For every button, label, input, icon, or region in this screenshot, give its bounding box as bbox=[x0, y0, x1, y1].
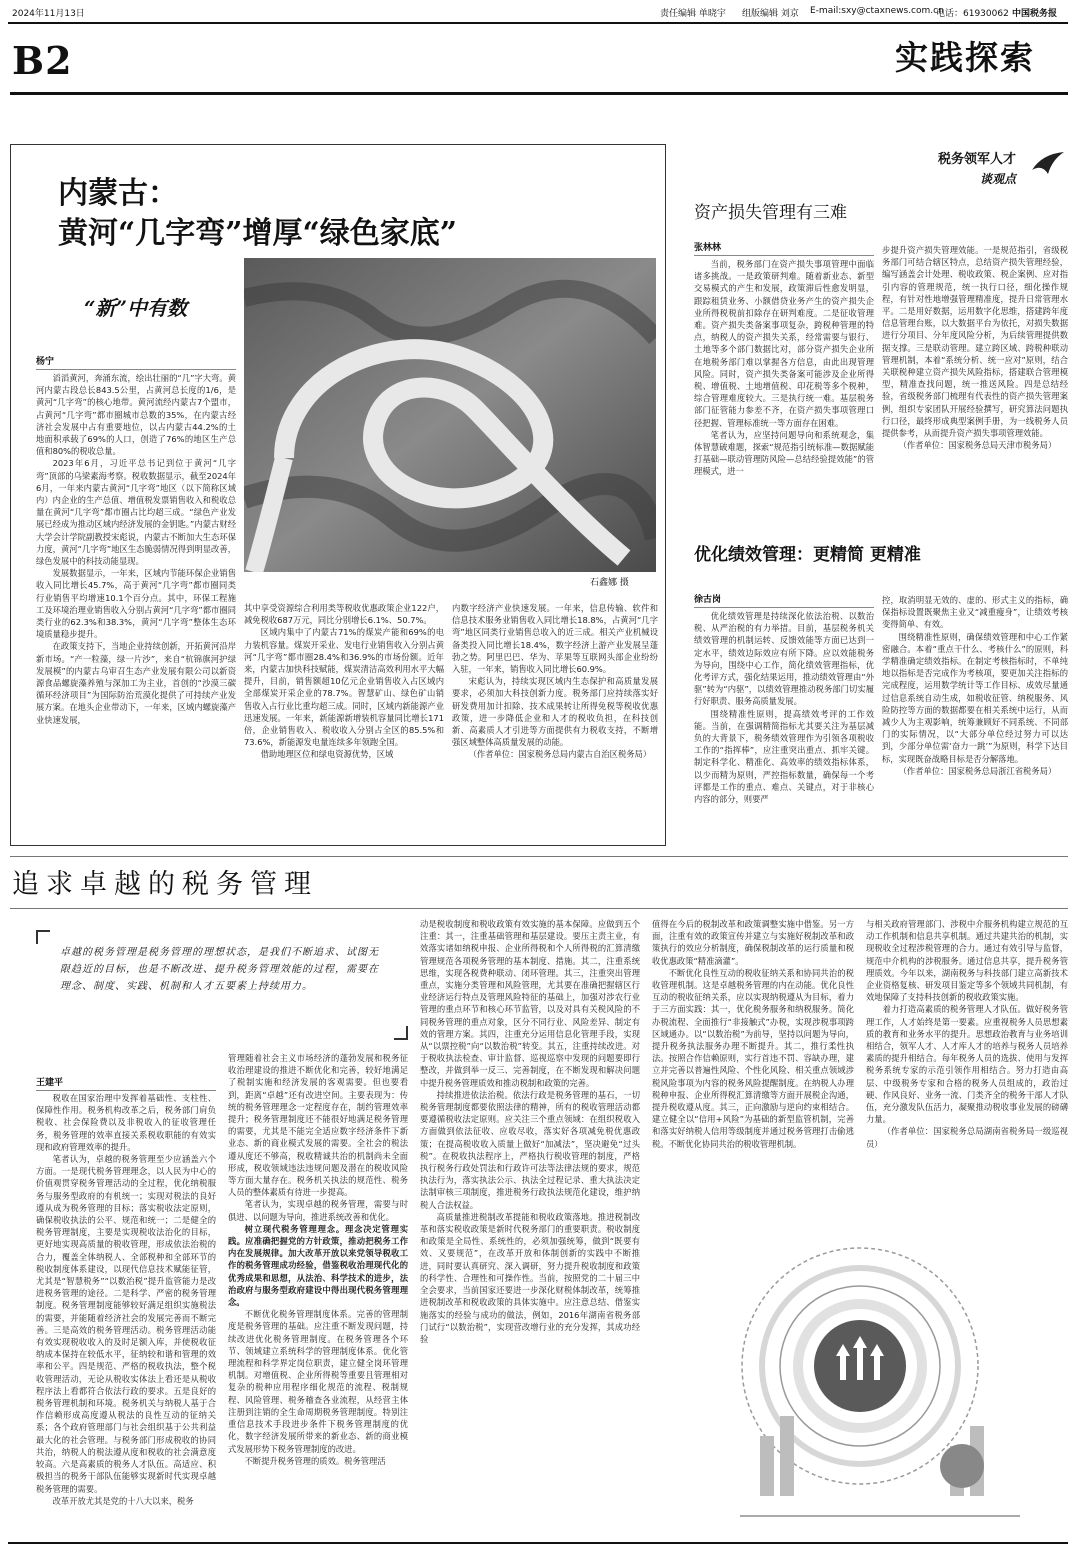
column-tag: “新”中有数 bbox=[84, 296, 188, 320]
paragraph: 滔滔黄河，奔涌东流，绘出壮丽的“几”字大弯。黄河内蒙古段总长843.5公里，占黄河总长度的1/6，是黄河“几字弯”的核心地带。黄河流经内蒙古7个盟市，占黄河“几字弯”都市圈城市总数的35%，在内蒙古经济社会发展中占有重要地位，以占内蒙古44.2%的土地面积承载了69%的人口，创造了76%的地区生产总值和80%的税收总量。 bbox=[36, 373, 236, 457]
paragraph: 优化绩效管理是持续深化依法治税、以数治税、从严治税的有力举措。目前，基层税务机关绩效管理的机制运转、反馈效能等方面已达到一定水平，绩效边际效应有所下降。应以效能税务为导向，围绕中心工作，简化绩效管理指标，优化考评方式，强化结果运用，推动绩效管理由“外驱”转为“内驱”，以绩效管理推动税务部门切实履行好职责、服务高质量发展。 bbox=[694, 611, 874, 707]
photo-credit: 石鑫娜 摄 bbox=[590, 578, 629, 588]
lead-text: 卓越的税务管理是税务管理的理想状态，是我们不断追求、试图无限趋近的目标，也是不断改进、提升税务管理效能的过程，需要在理念、制度、实践、机制和人才五要素上持续用力。 bbox=[60, 947, 379, 992]
river-aerial-image bbox=[244, 258, 656, 572]
header-date: 2024年11月13日 bbox=[12, 9, 85, 19]
footer-rule bbox=[8, 1542, 1068, 1544]
paragraph: 借助地理区位和绿电资源优势，区域 bbox=[260, 749, 394, 760]
section-title: 实践探索 bbox=[895, 38, 1035, 77]
paragraph: 2023年6月，习近平总书记到位于黄河“几字弯”顶部的乌梁素海考察。税收数据显示，截至2024年6月，一年来内蒙古黄河“几字弯”地区（以下简称区域内）内企业的生产总值、增值税发票销售收入和税收总量在黄河“几字弯”都市圈占比均超三成。“绿色产业发展已经成为推动区域内经济发展的金钥匙。”内蒙古财经大学会计学院副教授宋彪说，内蒙古不断加大生态环保力度，黄河“几字弯”地区生态脆弱情况得到明显改善，绿色发展中的科技动能显现。 bbox=[36, 458, 236, 567]
header-phone: 电话：61930062 bbox=[936, 9, 1009, 19]
paragraph: 树立现代税务管理理念。理念决定管理实践。应准确把握党的方针政策，推动把税务工作内在发展规律。加大改革开放以来党领导税收工作的税务管理成功经验，借鉴税收治理现代化的优秀成果和思想，从法治、科学技术的进步，法治政府与服务型政府建设中得出现代税务管理理念。 bbox=[228, 1223, 408, 1308]
column-label bbox=[938, 148, 1016, 167]
paragraph: 税收在国家治理中发挥着基础性、支柱性、保障性作用。税务机构改革之后，税务部门肩负税收、社会保险费以及非税收入的征收管理任务，税务管理的效率直接关系税收职能的有效实现和政府管理效率的提升。 bbox=[36, 1093, 216, 1152]
yellow-river-photo bbox=[244, 258, 656, 572]
header-email: E-mail:sxy@ctaxnews.com.cn bbox=[810, 6, 944, 16]
paragraph: 笔者认为，卓越的税务管理至少应涵盖六个方面。一是现代税务管理理念，以人民为中心的价值观贯穿税务管理活动的全过程，优化纳税服务与服务型政府的有机统一；实现对税法的良好遵从成为税务管理的目标；落实税收法定原则，确保税收执法的公平、规范和统一；二是健全的税务管理制度，主要是实现税收法治化的目标，更好地实现高质量的税收管理，形成依法治税的合力，覆盖全体纳税人、全部税种和全部环节的税收制度体系建设，以现代信息技术赋能征管，尤其是“智慧税务”“以数治税”提升监管能力是改进税务管理的途径。二是科学、严密的税务管理制度。税务管理制度能够较好满足组织实施税法的需要，并能随着经济社会的发展完善而不断完善。三是高效的税务管理活动。税务管理活动能有效实现税收收入的及时足额入库，并使税收征纳成本保持在较低水平，征纳较和谐和管理的效率和公平。四是规范、严格的税收执法，整个税收管理活动，无论从税收实体法上看还是从税收程序法上看都符合依法行政的要求。五是良好的税务管理机制和环境。税务机关与纳税人基于合作信赖形成高度遵从税法的良性互动的征纳关系；各个政府管理部门与社会组织基于公共利益最大化的社会管理。与税务部门形成税收的协同共治，纳税人的税法遵从度和税收的社会满意度较高。六是高素质的税务人才队伍。高适应、积极担当的税务干部队伍能够实现新时代实现卓越税务管理的需要。 bbox=[36, 1154, 216, 1494]
quote-bracket-right bbox=[394, 1026, 408, 1040]
article1-title-line2: 黄河“几字弯”增厚“绿色家底” bbox=[58, 216, 458, 251]
article4-col1 bbox=[36, 1092, 216, 1538]
quote-bracket-left bbox=[36, 930, 50, 944]
paragraph: 持续推进依法治税。依法行政是税务管理的基石，一切税务管理制度都要依照法律的精神，所有的税收管理活动都要遵循税收法定原则。应关注三个重点领域：在组织税收入方面做到依法征收、应收尽收，落实好各项减免税优惠政策；在提高税收收入质量上做好“加减法”，坚决避免“过头税”。在税收执法程序上，严格执行税收管理的制度，严格执行税务行政处罚法和行政许可法等法律法规的要求，规范执法行为，落实执法公示、执法全过程记录、重大执法决定法制审核三项制度，推进税务行政执法规范化建设，维护纳税人合法权益。 bbox=[420, 1089, 640, 1210]
paragraph: 着力打造高素质的税务管理人才队伍。做好税务管理工作，人才始终是第一要素。应重视税务人员思想素质的教育和业务水平的提升。思想政治教育与业务培训相结合，领军人才、人才库人才的培养与税务人员培养素质的提升相结合。每年税务人员的选拔、使用与发挥税务系统专家的示范引领作用相结合。努力打造由高层、中级税务专家和合格的税务人员组成的，政治过硬、作风良好、业务一流、门类齐全的税务干部人才队伍，充分激发队伍活力，凝聚推动税收事业发展的磅礴力量。 bbox=[866, 1004, 1068, 1125]
bird-logo-icon bbox=[1030, 150, 1066, 176]
article2-author: 张林林 bbox=[694, 240, 874, 256]
paragraph: 笔者认为，应坚持问题导向和系统观念，集体智慧破难题，探索“规范指引统标准—数据赋能打基础—联动管理防风险—总结经验提效能”的管理模式，进一 bbox=[694, 429, 874, 477]
article2-left bbox=[694, 258, 874, 522]
article4-title: 追求卓越的税务管理 bbox=[12, 869, 318, 900]
paragraph: 动是税收制度和税收政策有效实施的基本保障。应做到五个注重：其一，注重基础管理和基层建设。要压主责主业，有效落实诸如纳税申报、企业所得税和个人所得税的汇算清缴管理规范各项税务管理的基本制度、措施。其二，注重系统思维，实现各税费种联动、闭环管理。其三，注重突出管理重点，实施分类管理和风险管理，尤其要在准确把握辖区行业经济运行特点及管理风险特征的基础上，加强对涉农行业管理的重点环节和核心环节监管，以及对具有关税风险的不同税务管理的重点对象，区分不同行业、风险差异、制定有效的管理方案。其四，注重充分运用信息化管理手段，实现从“以票控税”向“以数治税”转变。其五，注重持续改进。对于税收执法检查、审计监督、巡视巡察中发现的问题要即行整改，并做到举一反三、完善制度，在不断发现和解决问题中提升税务管理质效和推动税制和政策的完善。 bbox=[420, 919, 640, 1088]
column-label-text-2: 谈观点 bbox=[980, 172, 1017, 186]
paragraph: 改革开放尤其是党的十八大以来，税务 bbox=[52, 1495, 194, 1506]
article3-left bbox=[694, 610, 874, 842]
paragraph: 内数字经济产业快速发展。一年来，信息传输、软件和信息技术服务业销售收入同比增长18.8%，占黄河“几字弯”地区同类行业销售总收入的近三成。相关产业机械设备类投入同比增长18.4%，数字经济上游产业发展呈蓬勃之势。阿里巴巴、华为、苹果等互联网头部企业纷纷入驻，一年来，销售收入同比增长60.9%。 bbox=[452, 603, 658, 675]
column-label-text: 税务领军人才 bbox=[938, 152, 1017, 167]
author-unit: （作者单位：国家税务总局湖南省税务局一级巡视员） bbox=[866, 1126, 1068, 1149]
article4-col2 bbox=[228, 1052, 408, 1538]
author-unit: （作者单位：国家税务总局浙江省税务局） bbox=[898, 765, 1057, 776]
paragraph: 区域内集中了内蒙古71%的煤炭产能和69%的电力装机容量。煤炭开采业、发电行业销售收入分别占黄河“几字弯”都市圈28.4%和36.9%的市场份额。近年来，内蒙古加快科技赋能，煤炭清洁高效利用水平大幅提升，目前，销售额超10亿元企业销售收入占区域内全部煤炭开采企业的78.7%。智慧矿山、绿色矿山销售收入占行业比重均超三成。同时，区域内新能源产业迅速发展。一年来，新能源新增装机容量同比增长171倍，企业销售收入、税收收入分别占全区的85.5%和73.6%，新能源发电量连续多年领跑全国。 bbox=[244, 627, 444, 748]
article3-title: 优化绩效管理：更精简 更精准 bbox=[694, 545, 921, 565]
paragraph: 与相关政府管理部门、涉税中介服务机构建立规范的互动工作机制和信息共享机制。通过共建共治的机制，实现税收全过程涉税管理的合力。通过有效引导与监督，规范中介机构的涉税服务。通过信息共享，提升税务管理质效。今年以来，湖南税务与科技部门建立高新技术企业资格复核、研发项目鉴定等多个领域共同机制，有效地保障了支持科技创新的税收政策实施。 bbox=[866, 919, 1068, 1003]
tech-illustration bbox=[700, 1236, 1050, 1536]
paragraph: 不断优化税务管理制度体系。完善的管理制度是税务管理的基础。应注重不断发现问题，持续改进优化税务管理制度。在税务管理各个环节、领域建立系统科学的管理制度体系。优化管理流程和科学界定岗位职责，建立健全岗环管理机制。对增值税、企业所得税等重要且管理相对复杂的税种应用程序细化规范的流程、税制规程、风险管理、税务稽查各业流程，从经营主体注册到注销的全生命周期税务管理制度。特别注重信息技术手段进步条件下税务管理制度的优化，数字经济发展所带来的新业态、新的商业模式发展形势下税务管理制度的改进。 bbox=[228, 1309, 408, 1454]
header-paper: 中国税务报 bbox=[1012, 9, 1058, 19]
paragraph: 不断提升税务管理的质效。税务管理活 bbox=[244, 1455, 386, 1466]
paragraph: 管理随着社会主义市场经济的蓬勃发展和税务征收治理建设的推进不断优化和完善，较好地满足了税制实施和经济发展的客观需要。但也要看到，距离“卓越”还有改进空间。主要表现为：传统的税务管理理念一定程度存在，制约管理效率提升；税务管理制度还不能很好地满足税务管理的需要，尤其是不能完全适应数字经济条件下新业态、新的商业模式发展的需要。全社会的税法遵从度还不够高，税收精诚共治的机制尚未全面形成，税收领域违法违规问题及潜在的税收风险等方面大量存在。税务机关执法的规范性、税务人员的整体素质有待进一步提高。 bbox=[228, 1053, 408, 1198]
paragraph: 值得在今后的税制改革和政策调整实施中借鉴。另一方面，注重有效的政策宣传并建立与实施好税制改革和政策执行的效应分析制度，确保税制改革的运行质量和税收优惠政策“精准滴灌”。 bbox=[652, 919, 854, 966]
article4-col3 bbox=[420, 918, 640, 1538]
paragraph: 控，取消明显无效的、虚的、形式主义的指标，确保指标设置既聚焦主业又“减重瘦身”，让绩效考核变得简单、有效。 bbox=[882, 595, 1068, 630]
growth-arrows-icon bbox=[700, 1236, 1050, 1536]
author-unit: （作者单位：国家税务总局天津市税务局） bbox=[898, 440, 1057, 451]
article1-col1 bbox=[36, 372, 236, 840]
paragraph: 步提升资产损失管理效能。一是规范指引，省级税务部门可结合辖区特点，总结资产损失管理经验，编写涵盖会计处理、税收政策、税企案例、应对指引内容的管理规范，统一执行口径，细化操作规程，有针对性地增强管理精准度，提升日常管理水平。二是用好数据，运用数字化思维，搭建跨年度信息管理台账，以大数据平台为依托，对损失数据进行分项目、分年度风险分析，为后续管理提供数据支撑。三是联动管理。建立跨区域、跨税种联动管理机制，本着“系统分析、统一应对”原则，结合关联税种建立资产损失风险指标，搭建联合管理模型，精准查找问题，统一推送风险。四是总结经验，省级税务部门梳理有代表性的资产损失管理案例，组织专家团队开展经验撰写，研究算法问题执行口径，最终形成典型案例手册，为一线税务人员提供参考，从而提升资产损失事项管理效能。 bbox=[882, 245, 1068, 439]
author-unit: （作者单位：国家税务总局内蒙古自治区税务局） bbox=[468, 749, 652, 760]
article4-title-rule bbox=[10, 908, 1068, 909]
column-label-2 bbox=[980, 170, 1016, 187]
paragraph: 不断优化良性互动的税收征纳关系和协同共治的税收管理机制。这是卓越税务管理的内在动能。优化良性互动的税收征纳关系，应以实现纳税遵从为目标，着力于三方面实践：其一，优化税务服务和纳税服务。简化办税流程、全面推行“非接触式”办税，实现涉税事项跨区域通办。以“以数治税”为前导，坚持以问题为导向，提升税务执法服务办理不断提升。其二，推行柔性执法。按照合作信赖原则，实行首违不罚、容缺办理，建立并完善以普遍性风险、个性化风险、相关重点领域涉税风险事项为内容的税务风险提醒制度。在纳税人办理税种申报、企业所得税汇算清缴等方面开展税企沟通，提升税收遵从度。其三，正向激励与逆向约束相结合。建立健全以“信用+风险”为基础的新型监管机制，完善和落实好纳税人信用等级制度并通过税务管理打击偷逃税。不断优化协同共治的税收管理机制。 bbox=[652, 967, 854, 1149]
article2-title: 资产损失管理有三难 bbox=[694, 203, 847, 223]
article1-col2 bbox=[244, 602, 444, 840]
paragraph: 发展数据显示，一年来，区域内节能环保企业销售收入同比增长45.7%，高于黄河“几字弯”都市圈同类行业销售平均增速10.1个百分点。其中，环保工程施工及环境治理业销售收入分别占黄河“几字弯”都市圈同类行业的62.3%和38.3%，黄河“几字弯”整体生态环境质量稳步提升。 bbox=[36, 568, 236, 640]
article4-top-rule bbox=[10, 856, 1068, 857]
lead-quote-box bbox=[36, 930, 408, 1040]
paragraph: 笔者认为，实现卓越的税务管理，需要与时俱进、以问题为导向，推进系统改善和优化。 bbox=[228, 1199, 408, 1222]
paragraph: 在政策支持下，当地企业持续创新，开拓黄河沿岸新市场。“产一粒藻，绿一片沙”，来自“杭锦旗河护绿发展模”的内蒙古乌审召生态产业发展有限公司以新资源食品螺旋藻养殖与深加工为主业，首创的“沙漠三碳循环经济项目”为国际防治荒漠化提供了可持续产业发展方案。在地头企业带动下，一年来，区域内螺旋藻产业快速发展， bbox=[36, 641, 236, 725]
article4-col4 bbox=[652, 918, 854, 1218]
article1-col3 bbox=[452, 602, 658, 840]
page-number-rule bbox=[10, 92, 1068, 95]
header-designer: 组版编辑 刘京 bbox=[742, 9, 799, 19]
article1-title-line1: 内蒙古： bbox=[58, 176, 178, 211]
paragraph: 当前，税务部门在资产损失事项管理中面临诸多挑战。一是政策研判难。随着新业态、新型交易模式的产生和发展，政策滞后性愈发明显，跟踪租赁业务、小额借贷业务产生的资产损失企业所得税税前扣除存在研判难度。二是征收管理难。资产损失类备案事项复杂，跨税种管理的特点，纳税人的资产损失关系，经常需要与银行、土地等多个部门数据比对，部分资产损失企业所在地税务部门难以掌握各方信息，由此出现管理风险。同时，资产损失类备案可能涉及企业所得税、增值税、土地增值税、印花税等多个税种，综合管理难度较大。三是执行统一难。基层税务部门征管能力参差不齐，在资产损失事项管理口径把握、管理标准统一等方面存在困难。 bbox=[694, 259, 874, 428]
paragraph: 围绕精准性原则，确保绩效管理和中心工作紧密融合。本着“重点干什么、考核什么”的原则，科学精准确定绩效指标。在制定考核指标时，不单纯地以指标是否完成作为考核项，要更加关注指标的完成程度，运用数学统计等工作目标、成效尽量通过信息系统自动生成，如税收征管、纳税服务、风险防控等方面的数据都要在相关系统中运行，从而减少人为主观影响，统筹兼顾好不同系统、不同部门的实际情况，以“大部分单位经过努力可以达到，少部分单位需‘奋力一跳’”为原则，科学下达目标，实现既奋战略目标是否分解落地。 bbox=[882, 631, 1068, 764]
article1-author: 杨宁 bbox=[36, 354, 236, 370]
article3-author: 徐古岗 bbox=[694, 592, 874, 608]
paragraph: 围绕精准性原则，提高绩效考评的工作效能。当前，在强调精简指标尤其要关注为基层减负的大背景下，税务绩效管理作为引领各项税收工作的“指挥棒”，应注重突出重点、抓牢关键。制定科学化、精准化、高效率的绩效指标体系，以少而精为原则，严控指标数量，确保每一个考评都是工作的重点、难点、关键点，对于非核心内容的部分，则要严 bbox=[694, 708, 874, 805]
header-editor: 责任编辑 单晓宇 bbox=[660, 9, 726, 19]
page-number: B2 bbox=[12, 38, 73, 83]
article3-right bbox=[882, 594, 1068, 842]
paragraph: 高质量推进税制改革提能和税收政策落地。推进税制改革和落实税收政策是新时代税务部门的重要职责。税收制度和政策是全局性、系统性的，必须加强统筹，做到“既要有效、又要规范”，在改革开放和体制创新的实践中不断推进，同时要认真研究、深入调研，努力提升税收制度和政策的科学性、合理性和可操作性。当前，按照党的二十届三中全会要求，当前国家还要进一步深化财税体制改革，统筹推进税制改革和税收政策的具体实施中。应注意总结、借鉴实施落实的经验与成功的做法，例如，2016年湖南省税务部门试行“以数治税”，实现营改增行业的充分发挥，其成功经验 bbox=[420, 1211, 640, 1344]
paragraph: 其中享受资源综合利用类等税收优惠政策企业122户，减免税收687万元，同比分别增长6.1%、50.7%。 bbox=[244, 603, 444, 626]
article4-col5 bbox=[866, 918, 1068, 1218]
paragraph: 宋彪认为，持续实现区域内生态保护和高质量发展要求，必须加大科技创新力度。税务部门应持续落实好研发费用加计扣除、技术成果转让所得免税等税收优惠政策，进一步降低企业和人才的税收负担，在科技创新、高素质人才引进等方面提供有力税收支持，不断增强区域整体高质量发展的动能。 bbox=[452, 676, 658, 748]
article4-author: 王建平 bbox=[36, 1075, 216, 1091]
article2-right bbox=[882, 244, 1068, 522]
header-rule bbox=[8, 22, 1068, 24]
